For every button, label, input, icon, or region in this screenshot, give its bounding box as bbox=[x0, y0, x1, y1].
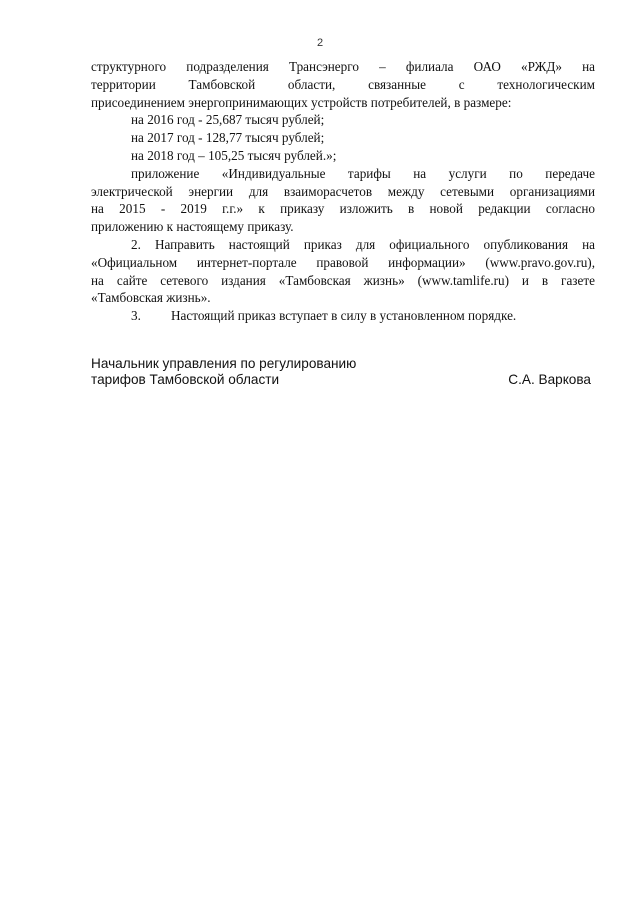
amount-line: на 2018 год – 105,25 тысяч рублей.»; bbox=[131, 147, 337, 163]
appendix-line: приложению к настоящему приказу. bbox=[91, 219, 294, 235]
document-body bbox=[91, 58, 595, 325]
item2-line: 2. Направить настоящий приказ для официального опубликования на bbox=[131, 236, 595, 252]
paragraph-line: территории Тамбовской области, связанные с технологическим bbox=[91, 76, 595, 92]
item2-line: на сайте сетевого издания «Тамбовская жизнь» (www.tamlife.ru) и в газете bbox=[91, 272, 595, 288]
amount-line: на 2016 год - 25,687 тысяч рублей; bbox=[131, 112, 325, 128]
signature-block bbox=[91, 356, 591, 388]
signatory-title-line1: Начальник управления по регулированию bbox=[91, 356, 357, 371]
signatory-name: С.А. Варкова bbox=[508, 372, 591, 387]
appendix-line: на 2015 - 2019 г.г.» к приказу изложить в новой редакции согласно bbox=[91, 201, 595, 217]
paragraph-line: структурного подразделения Трансэнерго – филиала ОАО «РЖД» на bbox=[91, 59, 595, 74]
appendix-line: приложение «Индивидуальные тарифы на услуги по передаче bbox=[131, 165, 595, 181]
page-number: 2 bbox=[316, 37, 324, 49]
item3-number: 3. bbox=[131, 308, 141, 324]
item3-text: Настоящий приказ вступает в силу в установленном порядке. bbox=[171, 308, 517, 324]
item2-line: «Официальном интернет-портале правовой информации» (www.pravo.gov.ru), bbox=[91, 254, 595, 270]
signatory-title-line2: тарифов Тамбовской области bbox=[91, 372, 280, 387]
paragraph-line: присоединением энергопринимающих устройств потребителей, в размере: bbox=[91, 94, 512, 110]
item2-line: «Тамбовская жизнь». bbox=[91, 290, 211, 306]
appendix-line: электрической энергии для взаиморасчетов между сетевыми организациями bbox=[91, 183, 595, 199]
item3-line bbox=[91, 307, 595, 325]
amount-line: на 2017 год - 128,77 тысяч рублей; bbox=[131, 130, 325, 146]
